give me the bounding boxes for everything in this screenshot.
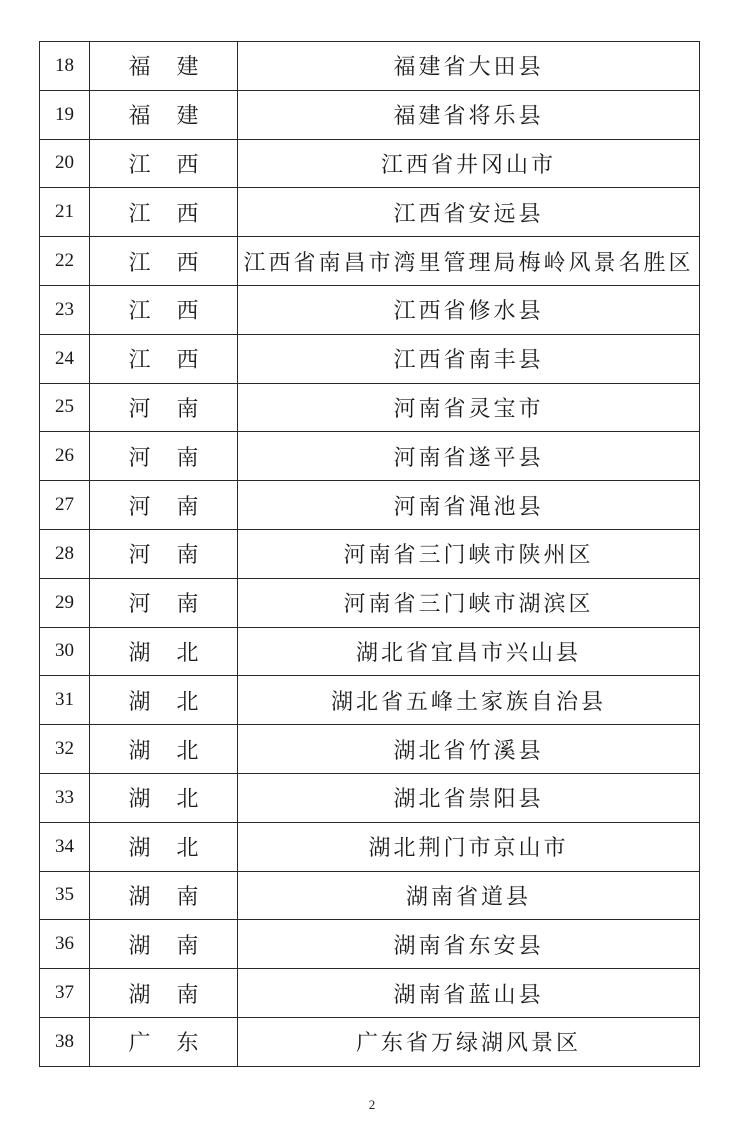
table-row — [40, 334, 700, 383]
province-cell: 河南 — [90, 481, 238, 530]
table-row — [40, 1017, 700, 1066]
row-number-cell: 31 — [40, 676, 90, 725]
area-name-cell: 河南省灵宝市 — [238, 383, 700, 432]
area-name-cell: 湖北省竹溪县 — [238, 725, 700, 774]
table-row — [40, 139, 700, 188]
table-body — [40, 42, 700, 1067]
table-row — [40, 481, 700, 530]
page-number: 2 — [368, 1097, 376, 1112]
table-row — [40, 773, 700, 822]
area-name-cell: 江西省南丰县 — [238, 334, 700, 383]
area-name-cell: 江西省南昌市湾里管理局梅岭风景名胜区 — [238, 237, 700, 286]
area-name-cell: 湖南省东安县 — [238, 920, 700, 969]
row-number-cell: 30 — [40, 627, 90, 676]
province-cell: 江西 — [90, 139, 238, 188]
row-number-cell: 21 — [40, 188, 90, 237]
area-name-cell: 福建省将乐县 — [238, 90, 700, 139]
province-cell: 湖北 — [90, 773, 238, 822]
table-row — [40, 529, 700, 578]
province-cell: 福建 — [90, 42, 238, 91]
table-row — [40, 188, 700, 237]
row-number-cell: 22 — [40, 237, 90, 286]
row-number-cell: 20 — [40, 139, 90, 188]
province-cell: 江西 — [90, 285, 238, 334]
table-row — [40, 920, 700, 969]
area-name-cell: 河南省三门峡市陕州区 — [238, 529, 700, 578]
area-name-cell: 湖南省蓝山县 — [238, 969, 700, 1018]
province-cell: 湖北 — [90, 822, 238, 871]
province-cell: 湖南 — [90, 969, 238, 1018]
area-name-cell: 福建省大田县 — [238, 42, 700, 91]
scenic-area-table — [39, 41, 700, 1067]
area-name-cell: 河南省遂平县 — [238, 432, 700, 481]
area-name-cell: 江西省井冈山市 — [238, 139, 700, 188]
area-name-cell: 江西省修水县 — [238, 285, 700, 334]
table-row — [40, 822, 700, 871]
area-name-cell: 湖北荆门市京山市 — [238, 822, 700, 871]
table-row — [40, 676, 700, 725]
table-row — [40, 383, 700, 432]
province-cell: 河南 — [90, 383, 238, 432]
row-number-cell: 35 — [40, 871, 90, 920]
row-number-cell: 27 — [40, 481, 90, 530]
table-row — [40, 725, 700, 774]
table-row — [40, 90, 700, 139]
row-number-cell: 37 — [40, 969, 90, 1018]
table-row — [40, 627, 700, 676]
table-row — [40, 42, 700, 91]
row-number-cell: 18 — [40, 42, 90, 91]
row-number-cell: 32 — [40, 725, 90, 774]
province-cell: 河南 — [90, 529, 238, 578]
area-name-cell: 湖北省五峰土家族自治县 — [238, 676, 700, 725]
province-cell: 广东 — [90, 1017, 238, 1066]
row-number-cell: 25 — [40, 383, 90, 432]
row-number-cell: 38 — [40, 1017, 90, 1066]
row-number-cell: 23 — [40, 285, 90, 334]
province-cell: 福建 — [90, 90, 238, 139]
row-number-cell: 34 — [40, 822, 90, 871]
table-row — [40, 285, 700, 334]
area-name-cell: 河南省渑池县 — [238, 481, 700, 530]
table-row — [40, 237, 700, 286]
row-number-cell: 29 — [40, 578, 90, 627]
row-number-cell: 19 — [40, 90, 90, 139]
area-name-cell: 江西省安远县 — [238, 188, 700, 237]
province-cell: 湖北 — [90, 627, 238, 676]
province-cell: 江西 — [90, 237, 238, 286]
area-name-cell: 河南省三门峡市湖滨区 — [238, 578, 700, 627]
row-number-cell: 24 — [40, 334, 90, 383]
area-name-cell: 广东省万绿湖风景区 — [238, 1017, 700, 1066]
row-number-cell: 33 — [40, 773, 90, 822]
row-number-cell: 28 — [40, 529, 90, 578]
province-cell: 湖南 — [90, 871, 238, 920]
row-number-cell: 36 — [40, 920, 90, 969]
area-name-cell: 湖北省崇阳县 — [238, 773, 700, 822]
province-cell: 江西 — [90, 188, 238, 237]
area-name-cell: 湖北省宜昌市兴山县 — [238, 627, 700, 676]
province-cell: 河南 — [90, 578, 238, 627]
table-row — [40, 578, 700, 627]
table-row — [40, 969, 700, 1018]
province-cell: 江西 — [90, 334, 238, 383]
province-cell: 河南 — [90, 432, 238, 481]
province-cell: 湖南 — [90, 920, 238, 969]
table-row — [40, 432, 700, 481]
province-cell: 湖北 — [90, 676, 238, 725]
table-row — [40, 871, 700, 920]
area-name-cell: 湖南省道县 — [238, 871, 700, 920]
province-cell: 湖北 — [90, 725, 238, 774]
row-number-cell: 26 — [40, 432, 90, 481]
